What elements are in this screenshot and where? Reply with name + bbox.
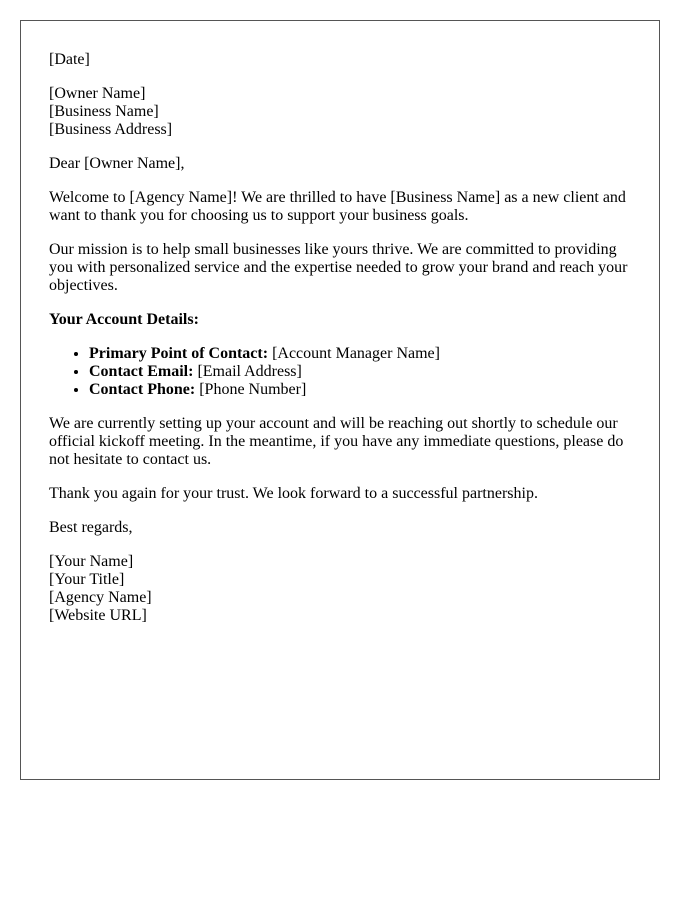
account-detail-label: Contact Phone: [89, 381, 196, 398]
account-detail-value: [Phone Number] [199, 381, 307, 398]
signature-title: [Your Title] [49, 571, 125, 588]
letter-date: [Date] [49, 51, 90, 68]
account-detail-label: Contact Email: [89, 363, 194, 380]
account-detail-value: [Email Address] [197, 363, 302, 380]
signature-block [49, 553, 631, 625]
account-details-list [49, 345, 631, 399]
letter-greeting: Dear [Owner Name], [49, 155, 185, 172]
account-detail-label: Primary Point of Contact: [89, 345, 269, 362]
recipient-business-name: [Business Name] [49, 103, 159, 120]
account-detail-item [89, 381, 631, 399]
account-detail-item [89, 345, 631, 363]
setup-paragraph: We are currently setting up your account and will be reaching out shortly to schedule our official kickoff meeting. In the meantime, if you have any immediate questions, please do not hesitate to contact us. [49, 415, 624, 468]
account-details-heading: Your Account Details: [49, 311, 199, 328]
thanks-paragraph: Thank you again for your trust. We look forward to a successful partnership. [49, 485, 538, 502]
welcome-paragraph: Welcome to [Agency Name]! We are thrilled to have [Business Name] as a new client and want to thank you for choosing us to support your business goals. [49, 189, 626, 224]
account-detail-value: [Account Manager Name] [272, 345, 440, 362]
signature-name: [Your Name] [49, 553, 134, 570]
signature-website: [Website URL] [49, 607, 147, 624]
recipient-owner-name: [Owner Name] [49, 85, 146, 102]
account-detail-item [89, 363, 631, 381]
mission-paragraph: Our mission is to help small businesses like yours thrive. We are committed to providing you with personalized service and the expertise needed to grow your brand and reach your objectives. [49, 241, 628, 294]
signature-agency: [Agency Name] [49, 589, 152, 606]
letter-closing: Best regards, [49, 519, 133, 536]
recipient-business-address: [Business Address] [49, 121, 173, 138]
letter-page [20, 20, 660, 780]
recipient-address-block [49, 85, 631, 139]
